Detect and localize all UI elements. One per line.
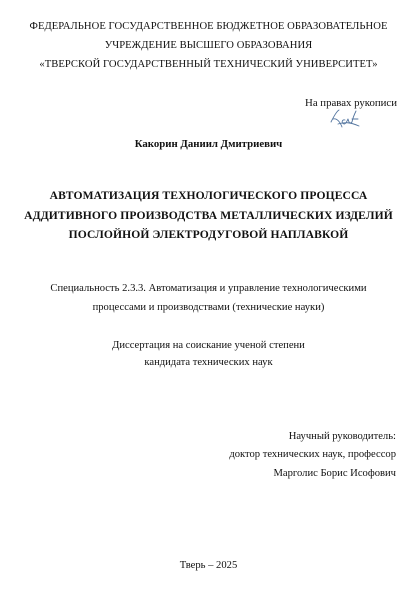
manuscript-rights-label: На правах рукописи [305,97,397,109]
specialty-line-2: процессами и производствами (технические науки) [92,302,325,313]
supervisor-label: Научный руководитель: [288,431,396,442]
dissertation-title-line-1: АВТОМАТИЗАЦИЯ ТЕХНОЛОГИЧЕСКОГО ПРОЦЕССА [49,189,368,202]
organization-line-1: ФЕДЕРАЛЬНОЕ ГОСУДАРСТВЕННОЕ БЮДЖЕТНОЕ ОБРАЗОВАТЕЛЬНОЕ [29,21,388,32]
author-signature [328,108,362,130]
city-year: Тверь – 2025 [179,560,238,571]
author-name: Какорин Даниил Дмитриевич [134,138,283,150]
dissertation-title-line-2: АДДИТИВНОГО ПРОИЗВОДСТВА МЕТАЛЛИЧЕСКИХ ИЗДЕЛИЙ [24,209,393,222]
dissertation-title-line-3: ПОСЛОЙНОЙ ЭЛЕКТРОДУГОВОЙ НАПЛАВКОЙ [68,228,349,241]
supervisor-name: Марголис Борис Исофович [273,468,396,479]
organization-line-3: «ТВЕРСКОЙ ГОСУДАРСТВЕННЫЙ ТЕХНИЧЕСКИЙ УНИВЕРСИТЕТ» [39,59,378,70]
degree-line-1: Диссертация на соискание ученой степени [112,340,305,351]
supervisor-degree: доктор технических наук, профессор [229,449,396,460]
specialty-line-1: Специальность 2.3.3. Автоматизация и управление технологическими [50,283,367,294]
degree-line-2: кандидата технических наук [144,357,273,368]
organization-line-2: УЧРЕЖДЕНИЕ ВЫСШЕГО ОБРАЗОВАНИЯ [104,40,313,51]
